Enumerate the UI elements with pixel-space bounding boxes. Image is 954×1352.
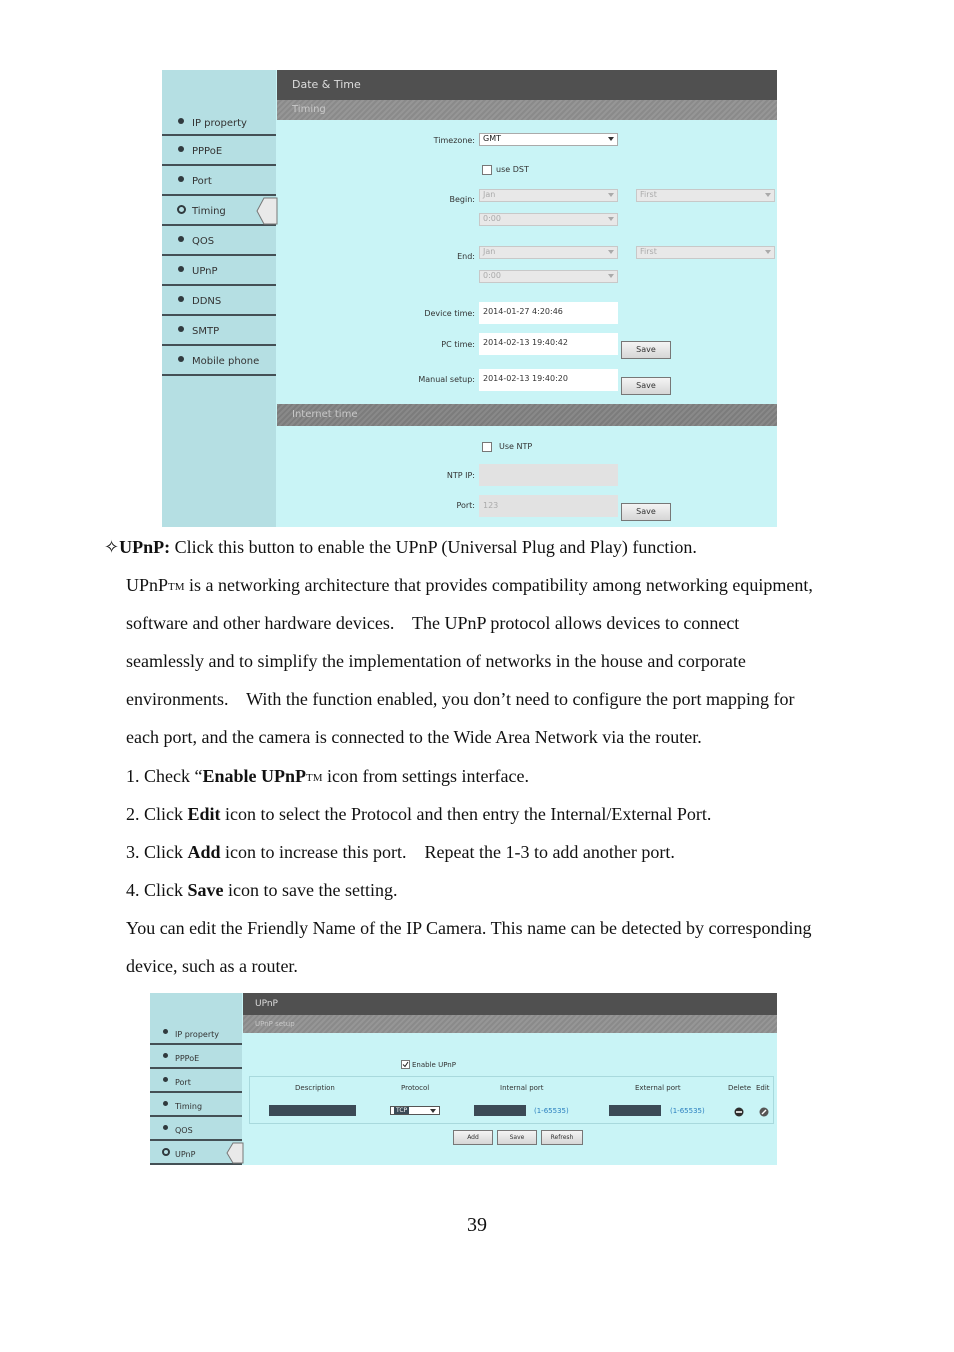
sidebar-item-smtp[interactable]: SMTP [162,316,276,346]
timezone-select[interactable]: GMT [479,133,618,146]
delete-icon[interactable] [734,1107,744,1117]
pc-time-label: PC time: [441,340,475,349]
ntp-ip-label: NTP IP: [446,471,475,480]
selected-radio-icon [177,205,186,214]
internal-port-range: (1-65535) [534,1107,569,1115]
protocol-select[interactable]: TCP [390,1106,440,1115]
col-description: Description [295,1084,335,1092]
sidebar-item-mobile-phone[interactable]: Mobile phone [162,346,276,376]
col-external-port: External port [635,1084,681,1092]
use-dst-label: use DST [496,165,529,174]
chevron-down-icon [608,250,614,254]
use-ntp-checkbox[interactable] [482,442,492,452]
settings-sidebar [150,993,242,1165]
step-3: 3. Click Add icon to increase this port. Repeat the 1-3 to add another port. [126,842,675,862]
description-field[interactable] [269,1105,356,1116]
upnp-settings-screenshot [150,993,777,1165]
end-month-select[interactable]: Jan [479,246,618,259]
sidebar-item-timing[interactable]: Timing [162,196,276,226]
bullet-icon [163,1029,168,1034]
sidebar-item-ddns[interactable]: DDNS [162,286,276,316]
port-field[interactable]: 123 [479,495,618,517]
body-line: seamlessly and to simplify the implementation of networks in the house and corporate [126,651,746,671]
add-button[interactable]: Add [453,1130,493,1145]
selected-pointer-icon [226,1142,244,1164]
step-2: 2. Click Edit icon to select the Protocol and then entry the Internal/External Port. [126,804,712,824]
section-timing-header: Timing [277,100,777,120]
section-internet-time-header: Internet time [277,404,777,426]
port-label: Port: [456,501,475,510]
sidebar-item-upnp[interactable]: UPnP [150,1141,242,1165]
timing-settings-screenshot [162,70,777,527]
chevron-down-icon [608,193,614,197]
chevron-down-icon [430,1109,436,1113]
col-edit: Edit [756,1084,770,1092]
bullet-icon [178,118,184,124]
external-port-range: (1-65535) [670,1107,705,1115]
sidebar-item-ip-property[interactable]: IP property [150,1021,242,1045]
sidebar-item-port[interactable]: Port [150,1069,242,1093]
end-label: End: [457,252,475,261]
use-ntp-label: Use NTP [499,442,533,451]
manual-setup-field[interactable]: 2014-02-13 19:40:20 [479,369,618,391]
upnp-heading-line: ✧UPnP: Click this button to enable the UPnP (Universal Plug and Play) function. [104,537,697,557]
chevron-down-icon [765,250,771,254]
bullet-icon [163,1125,168,1130]
body-line: UPnP™ is a networking architecture that provides compatibility among networking equipment, [126,575,813,595]
enable-upnp-label: Enable UPnP [412,1061,456,1069]
chevron-down-icon [608,274,614,278]
step-4: 4. Click Save icon to save the setting. [126,880,398,900]
end-week-select[interactable]: First [636,246,775,259]
use-dst-checkbox[interactable] [482,165,492,175]
save-button[interactable]: Save [497,1130,537,1145]
body-line: software and other hardware devices. The UPnP protocol allows devices to connect [126,613,740,633]
sidebar-item-upnp[interactable]: UPnP [162,256,276,286]
begin-week-select[interactable]: First [636,189,775,202]
sidebar-item-pppoe[interactable]: PPPoE [162,136,276,166]
col-delete: Delete [728,1084,751,1092]
refresh-button[interactable]: Refresh [541,1130,583,1145]
edit-icon[interactable] [759,1107,769,1117]
page-header: UPnP [243,993,777,1015]
timezone-label: Timezone: [433,136,475,145]
col-internal-port: Internal port [500,1084,544,1092]
save-manual-time-button[interactable]: Save [621,377,671,395]
sidebar-item-timing[interactable]: Timing [150,1093,242,1117]
chevron-down-icon [765,193,771,197]
device-time-field: 2014-01-27 4:20:46 [479,302,618,324]
pc-time-field: 2014-02-13 19:40:42 [479,333,618,355]
sidebar-item-qos[interactable]: QOS [150,1117,242,1141]
body-line: environments. With the function enabled, you don’t need to configure the port mapping for [126,689,795,709]
col-protocol: Protocol [401,1084,430,1092]
bullet-icon [178,326,184,332]
end-time-select[interactable]: 0:00 [479,270,618,283]
bullet-icon [163,1077,168,1082]
selected-pointer-icon [256,197,278,225]
external-port-field[interactable] [609,1105,661,1116]
step-1: 1. Check “Enable UPnP™ icon from settings interface. [126,766,529,786]
device-time-label: Device time: [424,309,475,318]
diamond-bullet-icon: ✧ [104,537,120,557]
begin-time-select[interactable]: 0:00 [479,213,618,226]
sidebar-item-ip-property[interactable]: IP property [162,108,276,136]
section-upnp-setup-header: UPnP setup [243,1015,777,1033]
body-line: device, such as a router. [126,956,298,976]
sidebar-item-qos[interactable]: QOS [162,226,276,256]
checkmark-icon [402,1061,409,1068]
ntp-ip-field[interactable] [479,464,618,486]
sidebar-item-pppoe[interactable]: PPPoE [150,1045,242,1069]
settings-sidebar [162,70,276,527]
bullet-icon [178,176,184,182]
begin-month-select[interactable]: Jan [479,189,618,202]
bullet-icon [178,266,184,272]
page-header: Date & Time [277,70,777,100]
save-ntp-button[interactable]: Save [621,503,671,521]
sidebar-item-port[interactable]: Port [162,166,276,196]
bullet-icon [163,1053,168,1058]
bullet-icon [163,1101,168,1106]
internal-port-field[interactable] [474,1105,526,1116]
enable-upnp-checkbox[interactable] [401,1060,410,1069]
body-line: each port, and the camera is connected to the Wide Area Network via the router. [126,727,702,747]
chevron-down-icon [608,137,614,141]
selected-radio-icon [162,1148,170,1156]
manual-setup-label: Manual setup: [418,375,475,384]
page-number: 39 [467,1214,487,1236]
body-line: You can edit the Friendly Name of the IP Camera. This name can be detected by corresponding [126,918,812,938]
bullet-icon [178,236,184,242]
begin-label: Begin: [449,195,475,204]
bullet-icon [178,146,184,152]
bullet-icon [178,296,184,302]
save-pc-time-button[interactable]: Save [621,341,671,359]
bullet-icon [178,356,184,362]
chevron-down-icon [608,217,614,221]
